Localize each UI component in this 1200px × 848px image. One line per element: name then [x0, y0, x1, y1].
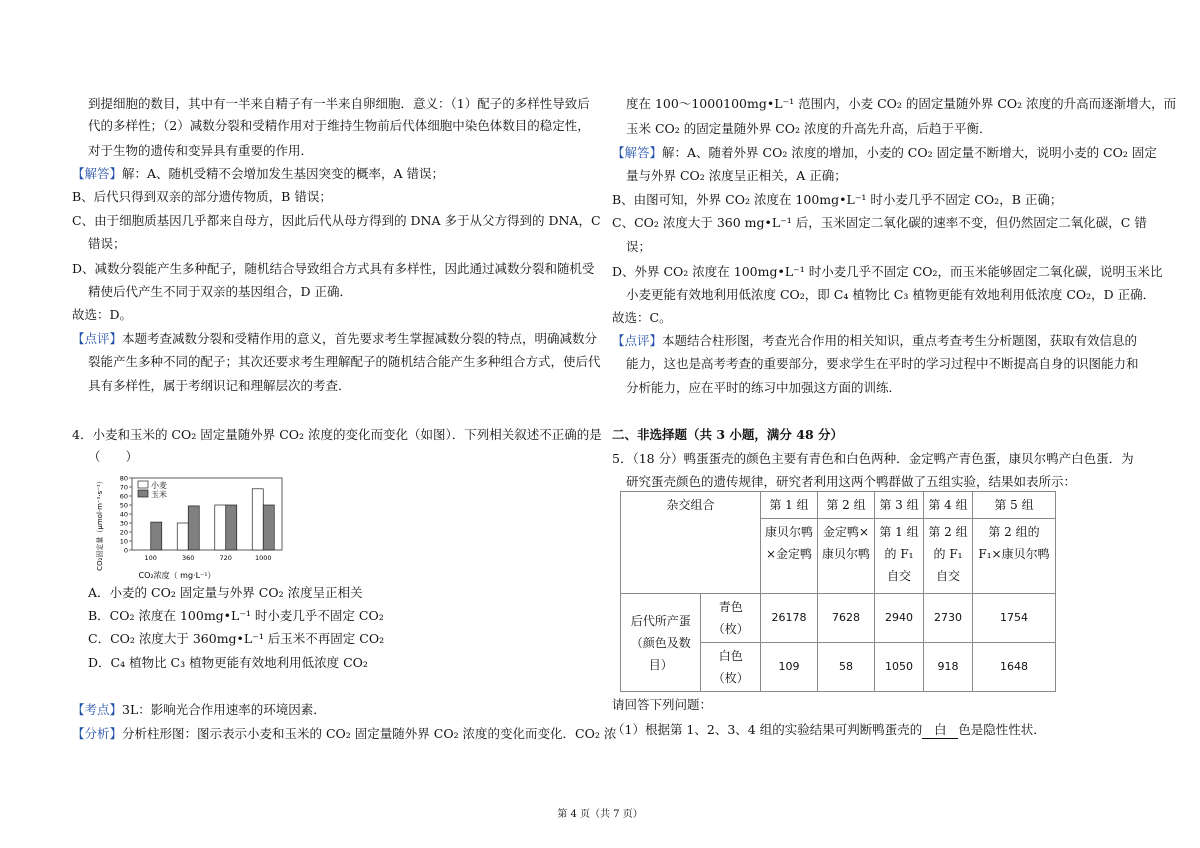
text-line: D、外界 CO₂ 浓度在 100mg•L⁻¹ 时小麦几乎不固定 CO₂，而玉米能够固定二氧化碳，说明玉米比: [612, 264, 1163, 279]
y-tick-label: 20: [119, 528, 128, 537]
text-line: 到提细胞的数目，其中有一半来自精子有一半来自卵细胞．意义：（1）配子的多样性导致后: [88, 96, 590, 111]
bar-corn: [188, 506, 199, 550]
group-header: 第 4 组: [924, 492, 973, 519]
table-cell: 7628: [818, 594, 875, 643]
bar-corn: [226, 505, 237, 550]
experiment-table: [620, 491, 1056, 692]
answer-blank: 白: [922, 722, 958, 739]
text-line: 玉米 CO₂ 的固定量随外界 CO₂ 浓度的升高先升高，后趋于平衡．: [626, 121, 992, 136]
kaodian-paragraph: [72, 702, 326, 718]
text-line: 对于生物的遗传和变异具有重要的作用．: [88, 143, 314, 158]
table-cell: 2730: [924, 594, 973, 643]
y-tick-label: 50: [119, 501, 128, 510]
text-line: C、CO₂ 浓度大于 360 mg•L⁻¹ 后，玉米固定二氧化碳的速率不变，但仍然固定二氧化碳，C 错: [612, 215, 1147, 230]
cross-cell: 康贝尔鸭×金定鸭: [761, 519, 818, 594]
bar-wheat: [252, 489, 263, 550]
text-line: C、由于细胞质基因几乎都来自母方，因此后代从母方得到的 DNA 多于从父方得到的 DNA，C: [72, 213, 601, 228]
group-header: 第 1 组: [761, 492, 818, 519]
table-cell: 2940: [875, 594, 924, 643]
y-tick-label: 0: [123, 546, 128, 555]
answer-tag: 【解答】: [612, 145, 663, 160]
text-line: 代的多样性；（2）减数分裂和受精作用对于维持生物前后代体细胞中染色体数目的稳定性，: [88, 118, 590, 133]
question-5-line: 研究蛋壳颜色的遗传规律，研究者利用这两个鸭群做了五组实验，结果如表所示：: [626, 474, 1077, 489]
table-cell: 26178: [761, 594, 818, 643]
bar-wheat: [177, 523, 188, 550]
option-c: C．CO₂ 浓度大于 360mg•L⁻¹ 后玉米不再固定 CO₂: [88, 631, 385, 646]
answer-first: 解：A、随着外界 CO₂ 浓度的增加，小麦的 CO₂ 固定量不断增大，说明小麦的 CO₂ 固定: [662, 145, 1157, 160]
bar-corn: [151, 522, 162, 550]
y-tick-label: 40: [119, 510, 128, 519]
legend-swatch-corn: [138, 490, 148, 497]
text-line: 精使后代产生不同于双亲的基因组合，D 正确．: [88, 284, 352, 299]
comment-paragraph: [612, 333, 1137, 349]
header-label: 杂交组合: [621, 492, 761, 594]
legend-label: 玉米: [151, 490, 167, 499]
answer-tag: 【解答】: [72, 166, 123, 181]
text-line: 具有多样性，属于考纲识记和理解层次的考查．: [88, 378, 351, 393]
answer-first: 解：A、随机受精不会增加发生基因突变的概率，A 错误；: [122, 166, 445, 181]
option-d: D．C₄ 植物比 C₃ 植物更能有效地利用低浓度 CO₂: [88, 655, 368, 670]
section-heading: 二、非选择题（共 3 小题，满分 48 分）: [612, 427, 844, 442]
after-table-text: 请回答下列问题：: [612, 697, 713, 712]
comment-paragraph: [72, 331, 597, 347]
comment-tag: 【点评】: [612, 333, 663, 348]
legend-swatch-wheat: [138, 481, 148, 488]
cross-cell: 第 2 组的 F₁×康贝尔鸭: [973, 519, 1056, 594]
color-label: 白色（枚）: [701, 643, 761, 692]
y-tick-label: 80: [119, 474, 128, 483]
text-line: 误；: [626, 239, 652, 254]
text-line: 能力，这也是高考考查的重要部分，要求学生在平时的学习过程中不断提高自身的识图能力和: [626, 356, 1139, 371]
cross-cell: 第 2 组的 F₁ 自交: [924, 519, 973, 594]
y-tick-label: 10: [119, 537, 128, 546]
co2-fixation-bar-chart: [88, 470, 298, 602]
x-tick-label: 1000: [254, 554, 272, 562]
text-line: 量与外界 CO₂ 浓度呈正相关，A 正确；: [626, 168, 847, 183]
x-axis-label: CO₂浓度（ mg·L⁻¹）: [138, 571, 216, 580]
text-line: 故选：D。: [72, 307, 133, 322]
table-cell: 58: [818, 643, 875, 692]
question-5-1: [612, 722, 1046, 739]
text-line: 分析能力，应在平时的练习中加强这方面的训练．: [626, 380, 902, 395]
table-cell: 1648: [973, 643, 1056, 692]
text-line: D、减数分裂能产生多种配子，随机结合导致组合方式具有多样性，因此通过减数分裂和随机受: [72, 261, 595, 276]
question-5-line: 5．（18 分）鸭蛋蛋壳的颜色主要有青色和白色两种．金定鸭产青色蛋，康贝尔鸭产白色蛋．为: [612, 451, 1134, 466]
row-label: 后代所产蛋（颜色及数目）: [621, 594, 701, 692]
table-cell: 1754: [973, 594, 1056, 643]
x-tick-label: 720: [219, 554, 232, 562]
option-a: A．小麦的 CO₂ 固定量与外界 CO₂ 浓度呈正相关: [88, 585, 363, 600]
q5-1-before: （1）根据第 1、2、3、4 组的实验结果可判断鸭蛋壳的: [612, 722, 923, 737]
group-header: 第 3 组: [875, 492, 924, 519]
comment-first: 本题结合柱形图，考查光合作用的相关知识，重点考查考生分析题图，获取有效信息的: [662, 333, 1138, 348]
fenxi-tag: 【分析】: [72, 726, 123, 741]
table-cell: 109: [761, 643, 818, 692]
x-tick-label: 100: [144, 554, 157, 562]
kaodian-text: 3L：影响光合作用速率的环境因素．: [122, 702, 326, 717]
q5-1-after: 色是隐性性状．: [958, 722, 1046, 737]
y-axis-label: CO₂固定量（μmol·m⁻²·s⁻¹）: [96, 477, 104, 571]
cross-cell: 金定鸭×康贝尔鸭: [818, 519, 875, 594]
table-cell: 1050: [875, 643, 924, 692]
comment-first: 本题考查减数分裂和受精作用的意义，首先要求考生掌握减数分裂的特点，明确减数分: [122, 331, 598, 346]
question-4-stem: 4．小麦和玉米的 CO₂ 固定量随外界 CO₂ 浓度的变化而变化（如图）．下列相关叙述不正确的是: [72, 427, 602, 442]
text-line: B、由图可知，外界 CO₂ 浓度在 100mg•L⁻¹ 时小麦几乎不固定 CO₂，B 正确；: [612, 192, 1063, 207]
question-4-paren: （ ）: [88, 449, 139, 464]
comment-tag: 【点评】: [72, 331, 123, 346]
legend-label: 小麦: [151, 481, 167, 490]
text-line: 故选：C。: [612, 310, 672, 325]
y-tick-label: 30: [119, 519, 128, 528]
fenxi-paragraph: [72, 726, 616, 742]
kaodian-tag: 【考点】: [72, 702, 123, 717]
text-line: 小麦更能有效地利用低浓度 CO₂，即 C₄ 植物比 C₃ 植物更能有效地利用低浓度 CO₂，D 正确．: [626, 287, 1156, 302]
y-tick-label: 60: [119, 492, 128, 501]
color-label: 青色（枚）: [701, 594, 761, 643]
bar-corn: [263, 505, 274, 550]
answer-paragraph: [72, 166, 444, 182]
text-line: 错误；: [88, 236, 126, 251]
text-line: 度在 100～1000100mg•L⁻¹ 范围内，小麦 CO₂ 的固定量随外界 CO₂ 浓度的升高而逐渐增大，而: [626, 96, 1177, 111]
fenxi-text: 分析柱形图：图示表示小麦和玉米的 CO₂ 固定量随外界 CO₂ 浓度的变化而变化．CO₂ 浓: [122, 726, 617, 741]
cross-cell: 第 1 组的 F₁ 自交: [875, 519, 924, 594]
group-header: 第 2 组: [818, 492, 875, 519]
bar-wheat: [215, 505, 226, 550]
text-line: B、后代只得到双亲的部分遗传物质，B 错误；: [72, 189, 332, 204]
y-tick-label: 70: [119, 483, 128, 492]
table-cell: 918: [924, 643, 973, 692]
group-header: 第 5 组: [973, 492, 1056, 519]
answer-paragraph: [612, 145, 1157, 161]
page-footer: 第 4 页（共 7 页）: [557, 809, 643, 820]
x-tick-label: 360: [182, 554, 195, 562]
option-b: B．CO₂ 浓度在 100mg•L⁻¹ 时小麦几乎不固定 CO₂: [88, 608, 384, 623]
text-line: 裂能产生多种不同的配子；其次还要求考生理解配子的随机结合能产生多种组合方式，使后代: [88, 354, 601, 369]
